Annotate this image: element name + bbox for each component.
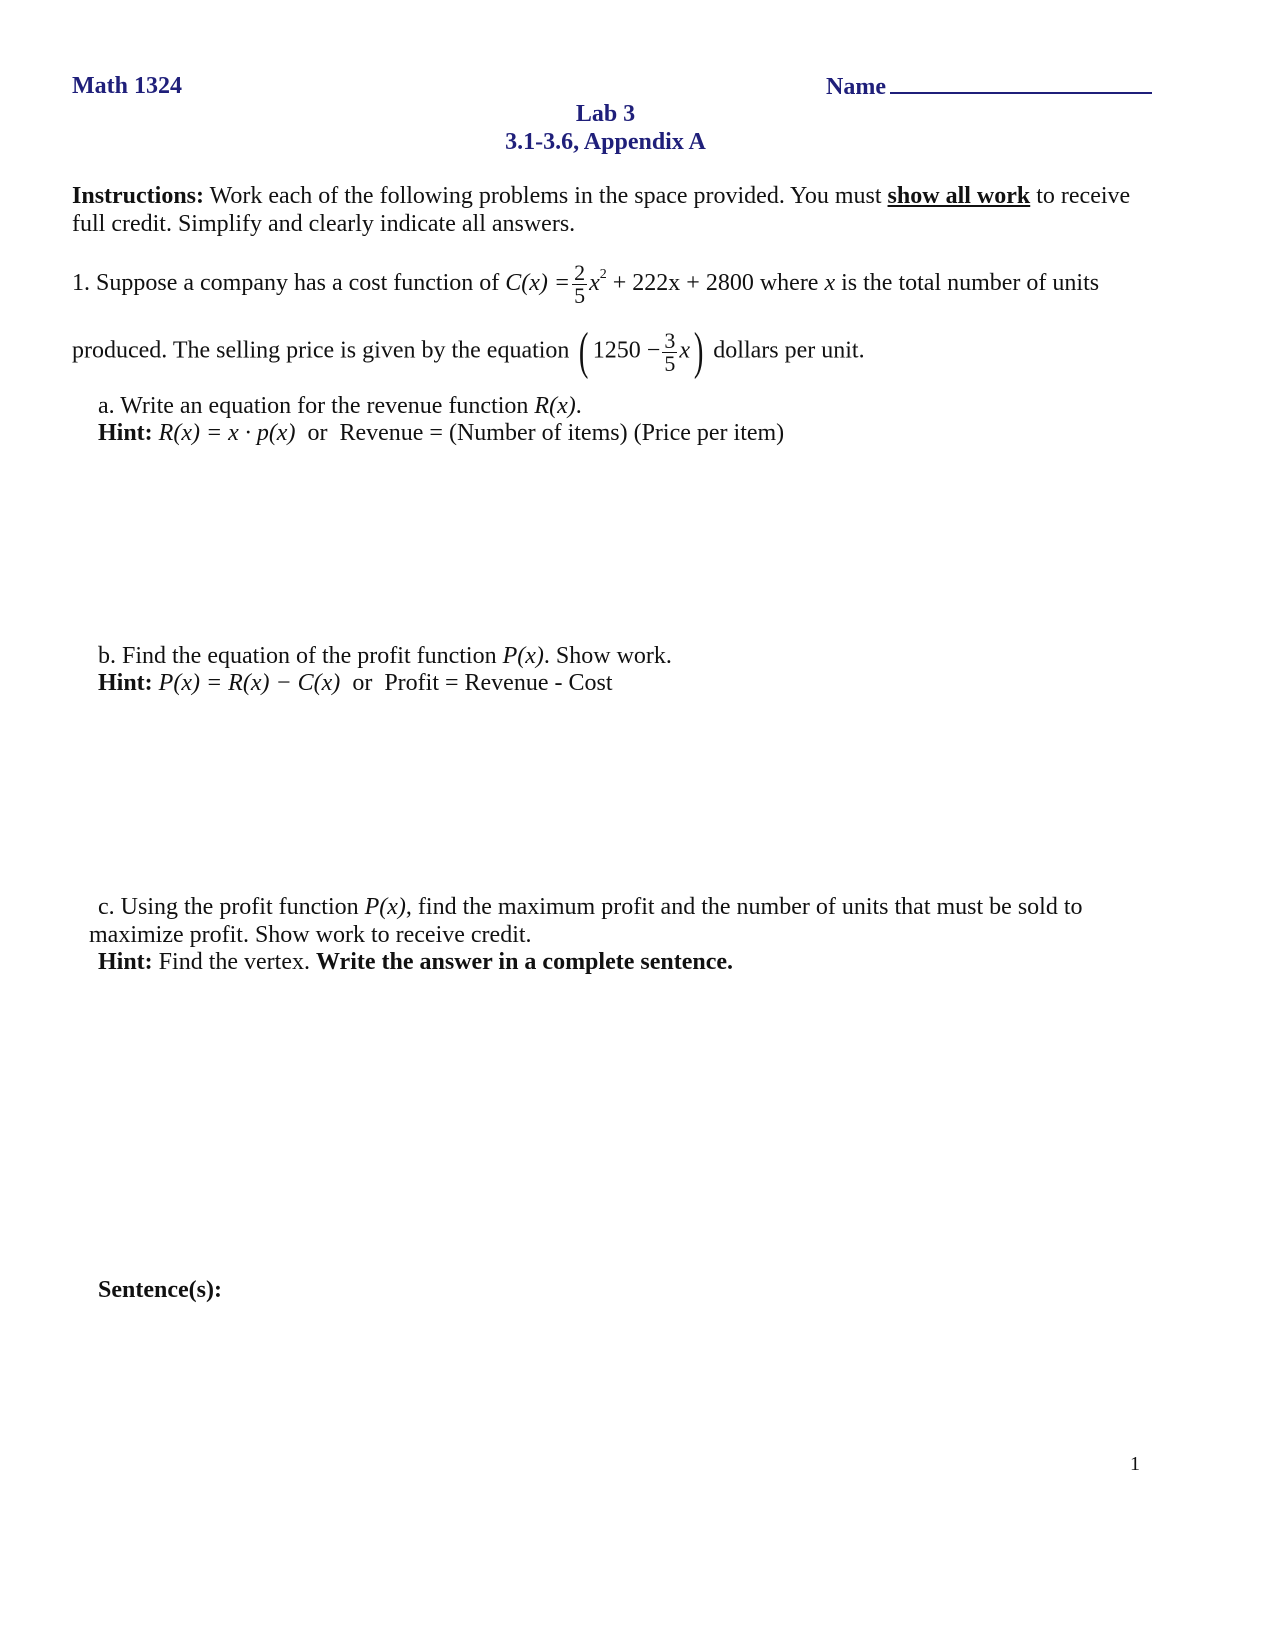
- course-title: Math 1324: [72, 73, 182, 99]
- right-paren: ): [693, 323, 704, 380]
- price-frac-num: 3: [664, 327, 676, 353]
- part-a-prompt-pre: a. Write an equation for the revenue function: [98, 393, 529, 419]
- lab-title: Lab 3: [575, 101, 636, 127]
- part-a-hint-formula: R(x) = x · p(x): [158, 420, 296, 446]
- instructions-text: Work each of the following problems in the space provided. You must: [209, 183, 882, 209]
- part-b-prompt-pre: b. Find the equation of the profit function: [98, 643, 497, 669]
- part-b-hint-label: Hint:: [98, 670, 153, 696]
- cost-where: where: [759, 270, 819, 297]
- part-b-hint-words: Profit = Revenue - Cost: [384, 670, 613, 696]
- part-a-hint: [98, 419, 784, 448]
- problem-1-statement: [72, 262, 1099, 307]
- price-tail: dollars per unit.: [713, 337, 865, 364]
- cost-var: x: [589, 270, 600, 297]
- part-c-hint: [98, 948, 733, 977]
- part-c-prompt: [98, 893, 1083, 922]
- cost-fraction: [572, 262, 587, 307]
- price-frac-den: 5: [664, 350, 676, 376]
- price-fraction: [662, 327, 677, 376]
- part-c-hint-bold: Write the answer in a complete sentence.: [315, 949, 734, 975]
- part-c-fn: P(x): [364, 894, 406, 920]
- problem-1-intro: 1. Suppose a company has a cost function of: [72, 270, 500, 297]
- name-label: Name: [826, 74, 886, 100]
- cost-frac-num: 2: [574, 260, 586, 285]
- part-b-prompt: [98, 642, 672, 671]
- cost-exponent: 2: [599, 267, 607, 283]
- part-a-prompt: [98, 392, 582, 421]
- name-blank[interactable]: [890, 72, 1152, 94]
- part-b-hint-formula: P(x) = R(x) − C(x): [158, 670, 341, 696]
- cost-frac-den: 5: [574, 283, 586, 308]
- part-b-end: . Show work.: [543, 643, 672, 669]
- part-c-end: , find the maximum profit and the number of units that must be sold to: [405, 894, 1083, 920]
- instructions-label: Instructions:: [72, 183, 205, 209]
- instructions-text-after: to receive: [1036, 183, 1131, 209]
- part-c-hint-label: Hint:: [98, 949, 153, 975]
- instructions-line-2: full credit. Simplify and clearly indicate all answers.: [72, 211, 576, 237]
- cost-tail: is the total number of units: [841, 270, 1100, 297]
- part-c-hint-text: Find the vertex.: [158, 949, 310, 975]
- cost-fn-lhs: C(x) =: [505, 270, 571, 297]
- part-c-prompt-pre: c. Using the profit function: [98, 894, 359, 920]
- left-paren: (: [579, 323, 589, 380]
- sentence-label: Sentence(s):: [98, 1277, 222, 1303]
- part-a-hint-or: or: [307, 420, 328, 446]
- part-a-hint-words: Revenue = (Number of items) (Price per item): [339, 420, 785, 446]
- problem-1-price: [72, 323, 865, 380]
- price-const: 1250 −: [592, 337, 661, 364]
- part-a-hint-label: Hint:: [98, 420, 153, 446]
- part-a-end: .: [575, 393, 582, 419]
- part-a-fn: R(x): [534, 393, 576, 419]
- instructions-line-1: [72, 182, 1130, 211]
- lab-sections: 3.1-3.6, Appendix A: [505, 129, 706, 155]
- part-b-hint: [98, 669, 613, 698]
- part-c-line-2: maximize profit. Show work to receive credit.: [89, 922, 532, 948]
- price-intro: produced. The selling price is given by the equation: [72, 337, 570, 364]
- price-var: x: [679, 337, 690, 364]
- instructions-emphasis: show all work: [887, 183, 1031, 209]
- part-b-fn: P(x): [502, 643, 544, 669]
- name-field[interactable]: [826, 72, 1152, 102]
- cost-fn-rest: + 222x + 2800: [612, 270, 754, 297]
- page-number: 1: [1130, 1453, 1140, 1475]
- cost-where-var: x: [824, 270, 836, 297]
- part-b-hint-or: or: [352, 670, 373, 696]
